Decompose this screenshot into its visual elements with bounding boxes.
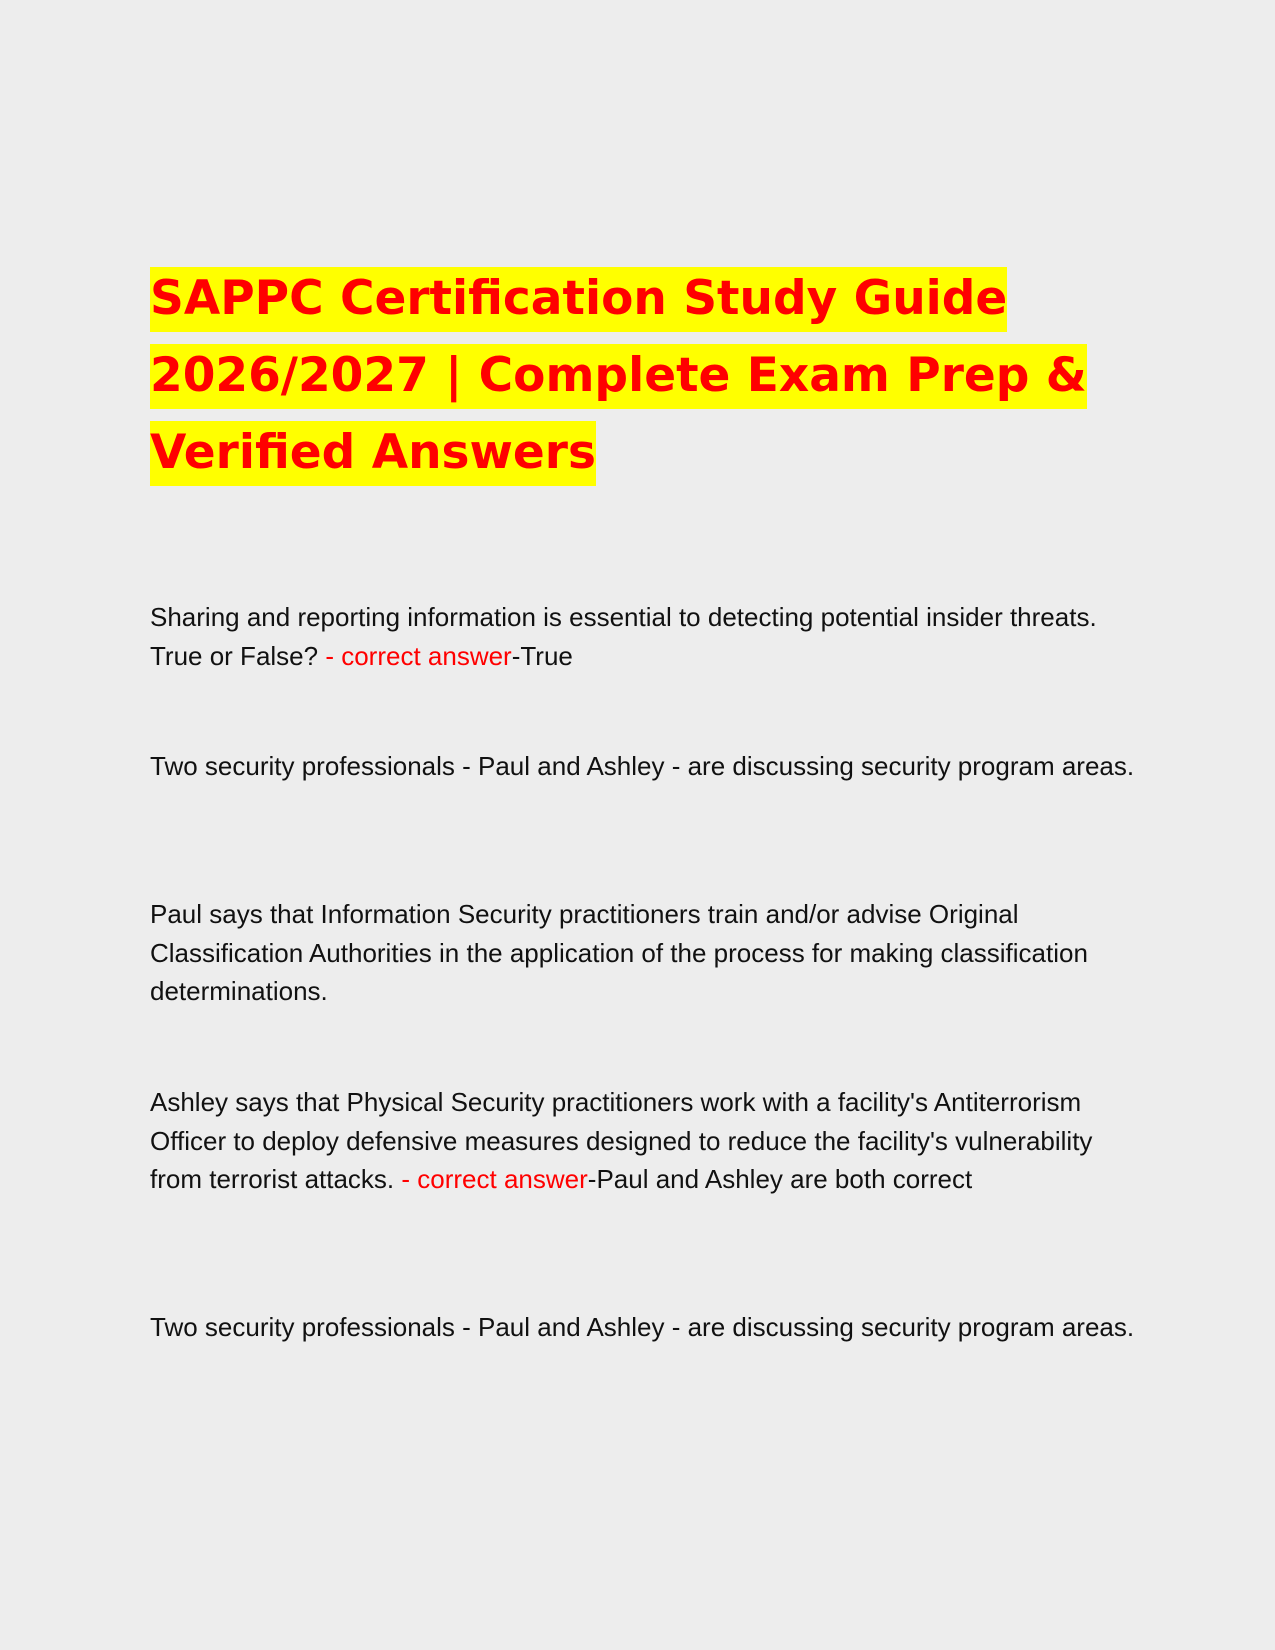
title-line	[150, 414, 1110, 491]
answer-text: -True	[511, 640, 573, 671]
question-block	[150, 1083, 1140, 1199]
answer-text: -Paul and Ashley are both correct	[587, 1164, 973, 1194]
title-line-text: Verified Answers	[150, 421, 596, 486]
question-text: Two security professionals - Paul and Ashley - are discussing security program areas.	[150, 1312, 1135, 1342]
document-title	[150, 260, 1110, 491]
question-block	[150, 895, 1140, 1011]
title-line	[150, 260, 1110, 337]
question-block	[150, 747, 1140, 786]
question-text: Paul says that Information Security practitioners train and/or advise Original Classification Authorities in the application of the process for making classification determinations.	[150, 899, 1088, 1006]
question-text: Two security professionals - Paul and Ashley - are discussing security program areas.	[150, 751, 1135, 781]
question-text: Sharing and reporting information is essential to detecting potential insider threats. True or False?	[150, 602, 1097, 671]
question-block	[150, 1308, 1140, 1347]
title-line-text: SAPPC Certification Study Guide	[150, 267, 1007, 332]
title-line-text: 2026/2027 | Complete Exam Prep &	[150, 344, 1087, 409]
question-block	[150, 598, 1140, 675]
correct-answer-marker: - correct answer	[401, 1164, 588, 1194]
correct-answer-marker: - correct answer	[325, 640, 512, 671]
question-text: Ashley says that Physical Security practitioners work with a facility's Antiterrorism Officer to deploy defensive measures designed to reduce the facility's vulnerability from terrorist attacks.	[150, 1087, 1093, 1194]
title-line	[150, 337, 1110, 414]
